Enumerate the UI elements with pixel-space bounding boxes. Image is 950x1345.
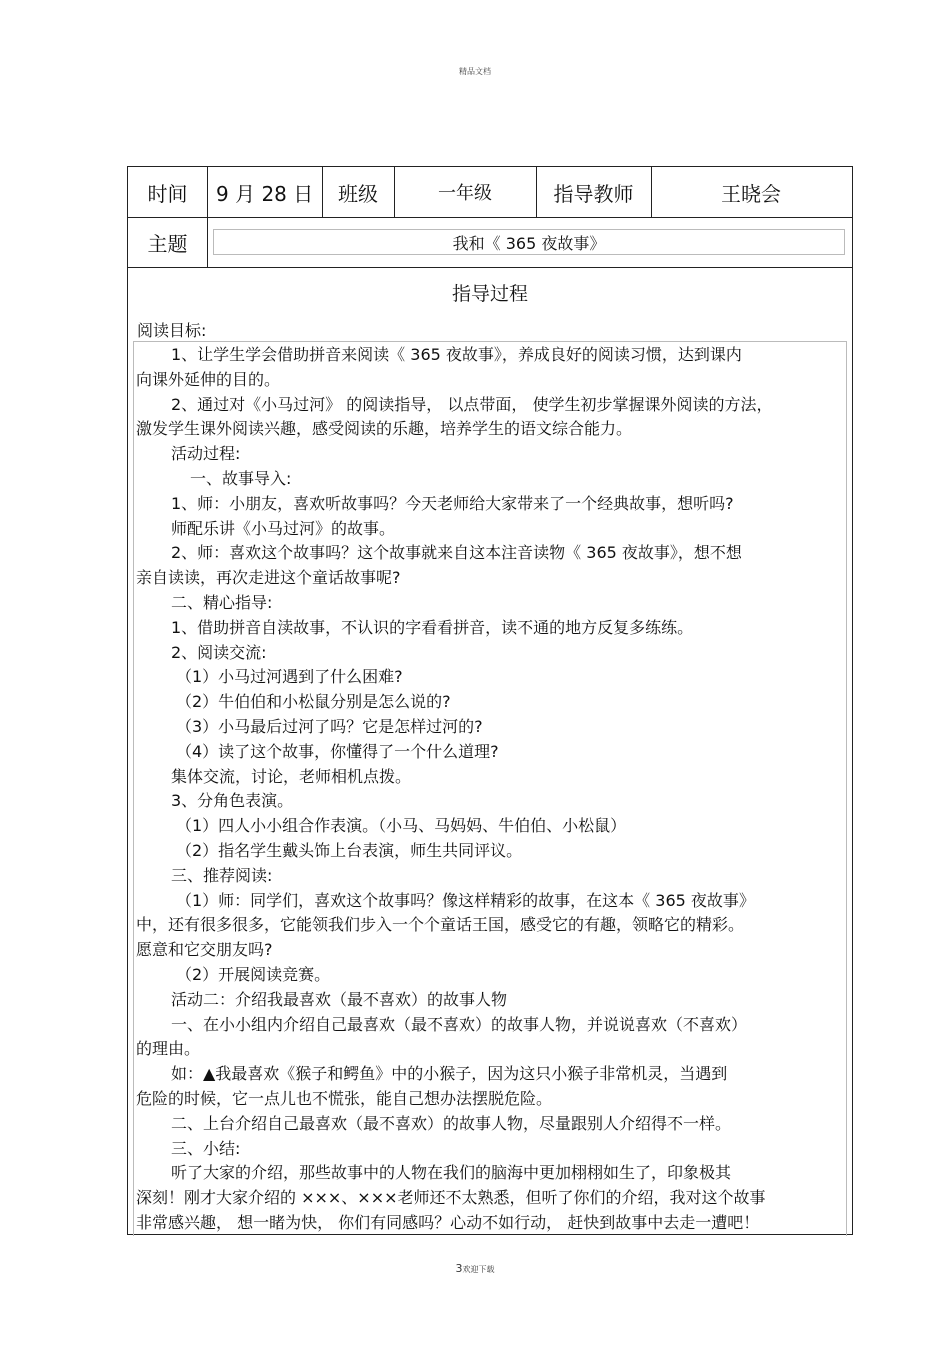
content-line: 活动二：介绍我最喜欢（最不喜欢）的故事人物 xyxy=(171,989,508,1009)
content-line: 活动过程: xyxy=(171,444,241,464)
content-line: （2）指名学生戴头饰上台表演，师生共同评议。 xyxy=(176,840,523,860)
lesson-table xyxy=(127,166,853,1235)
content-line: 激发学生课外阅读兴趣，感受阅读的乐趣，培养学生的语文综合能力。 xyxy=(136,419,633,439)
content-line: 1、师：小朋友，喜欢听故事吗？今天老师给大家带来了一个经典故事，想听吗? xyxy=(171,493,734,513)
page-footer xyxy=(0,1262,950,1275)
content-line: 听了大家的介绍，那些故事中的人物在我们的脑海中更加栩栩如生了，印象极其 xyxy=(171,1163,732,1183)
content-line: 师配乐讲《小马过河》的故事。 xyxy=(171,518,396,538)
class-label: 班级 xyxy=(338,181,378,206)
content-line: （1）小马过河遇到了什么困难? xyxy=(176,667,403,687)
content-line: 一、在小小组内介绍自己最喜欢（最不喜欢）的故事人物，并说说喜欢（不喜欢） xyxy=(171,1014,748,1034)
teacher-label: 指导教师 xyxy=(553,181,634,206)
content-line: 2、师：喜欢这个故事吗？这个故事就来自这本注音读物《 365 夜故事》，想不想 xyxy=(171,543,742,563)
content-line: 愿意和它交朋友吗? xyxy=(136,940,273,960)
section-title: 指导过程 xyxy=(451,283,528,305)
footer-text: 欢迎下载 xyxy=(462,1265,495,1274)
time-label: 时间 xyxy=(147,181,188,206)
theme-value: 我和《 365 夜故事》 xyxy=(213,229,845,255)
guidance-content xyxy=(136,343,846,1236)
teacher-value: 王晓会 xyxy=(721,181,781,206)
content-line: 二、上台介绍自己最喜欢（最不喜欢）的故事人物，尽量跟别人介绍得不一样。 xyxy=(171,1113,732,1133)
content-line: 亲自读读，再次走进这个童话故事呢? xyxy=(136,568,401,588)
content-line: 3、分角色表演。 xyxy=(171,791,294,811)
content-line: （2）牛伯伯和小松鼠分别是怎么说的? xyxy=(176,692,451,712)
content-line: 如：▲我最喜欢《猴子和鳄鱼》中的小猴子，因为这只小猴子非常机灵，当遇到 xyxy=(171,1064,728,1084)
content-line: 危险的时候，它一点儿也不慌张，能自己想办法摆脱危险。 xyxy=(136,1088,553,1108)
content-line: 的理由。 xyxy=(136,1039,201,1059)
content-line: 向课外延伸的目的。 xyxy=(136,369,281,389)
content-line: 二、精心指导: xyxy=(171,592,273,612)
content-line: 1、借助拼音自渎故事，不认识的字看看拼音，读不通的地方反复多练练。 xyxy=(171,617,694,637)
row-divider-1 xyxy=(128,217,852,218)
content-line: （3）小马最后过河了吗？它是怎样过河的? xyxy=(176,716,483,736)
class-value: 一年级 xyxy=(438,183,492,204)
content-line: 深刻！刚才大家介绍的 ×××、×××老师还不太熟悉，但听了你们的介绍，我对这个故事 xyxy=(136,1188,766,1208)
col-divider-1 xyxy=(207,167,208,267)
content-line: （1）四人小小组合作表演。（小马、马妈妈、牛伯伯、小松鼠） xyxy=(176,816,627,836)
reading-goals-label: 阅读目标: xyxy=(137,321,207,340)
content-line: 1、让学生学会借助拼音来阅读《 365 夜故事》，养成良好的阅读习惯，达到课内 xyxy=(171,345,742,364)
time-value: 9 月 28 日 xyxy=(216,181,314,206)
content-line: （1）师：同学们，喜欢这个故事吗？像这样精彩的故事，在这本《 365 夜故事》 xyxy=(176,890,755,910)
content-line: 中，还有很多很多，它能领我们步入一个个童话王国，感受它的有趣，领略它的精彩。 xyxy=(136,915,745,935)
page-header: 精品文档 xyxy=(459,67,491,76)
row-divider-2 xyxy=(128,267,852,268)
content-line: （2）开展阅读竞赛。 xyxy=(176,964,331,984)
content-line: 三、推荐阅读: xyxy=(171,865,273,885)
content-line: 2、阅读交流: xyxy=(171,642,267,662)
content-line: 一、故事导入: xyxy=(190,468,292,488)
content-line: 2、通过对《小马过河》 的阅读指导， 以点带面， 使学生初步掌握课外阅读的方法， xyxy=(171,394,773,414)
content-line: （4）读了这个故事，你懂得了一个什么道理? xyxy=(176,741,499,761)
content-line: 非常感兴趣， 想一睹为快， 你们有同感吗？心动不如行动， 赶快到故事中去走一遭吧！ xyxy=(136,1212,760,1232)
content-line: 集体交流，讨论，老师相机点拨。 xyxy=(171,766,412,786)
theme-label: 主题 xyxy=(147,231,188,256)
content-line: 三、小结: xyxy=(171,1138,241,1158)
page-number: 3 xyxy=(455,1262,463,1275)
